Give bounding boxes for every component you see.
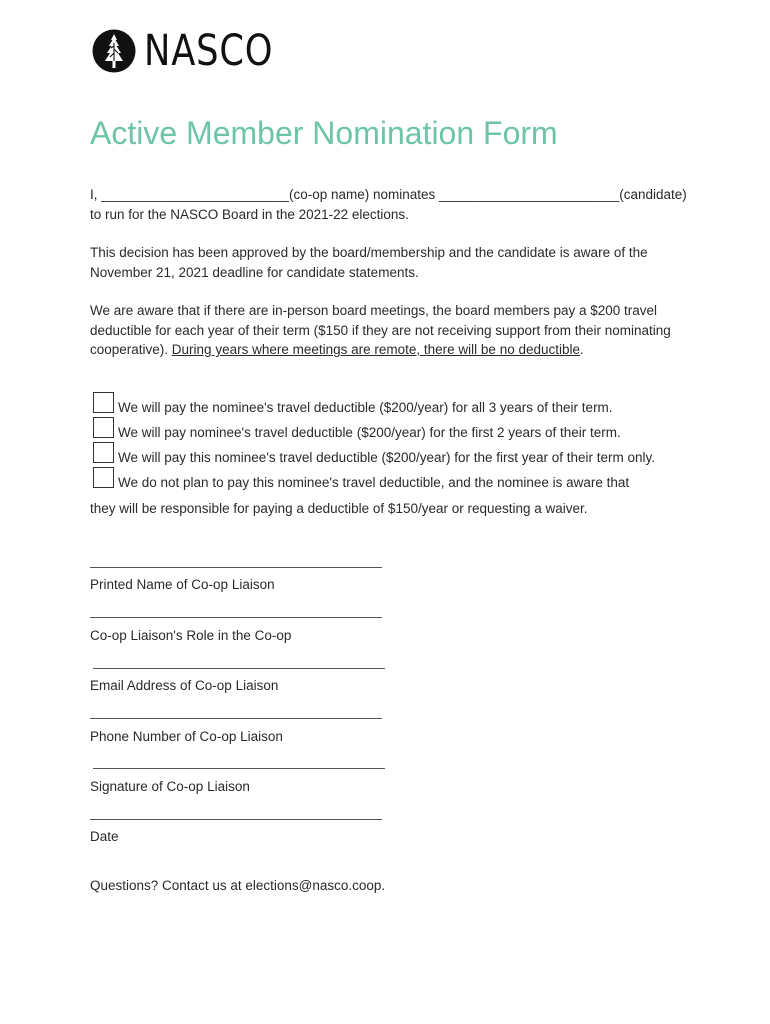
role-label: Co-op Liaison's Role in the Co-op <box>90 628 292 643</box>
phone-line[interactable] <box>90 718 382 719</box>
option-2-label: We will pay nominee's travel deductible ($200/year) for the first 2 years of their term. <box>118 425 621 440</box>
email-line[interactable] <box>93 668 385 669</box>
nomination-statement-line1: I, _________________________(co-op name) nominates ________________________(candidate) <box>90 187 687 202</box>
nomination-statement-line2: to run for the NASCO Board in the 2021-22 elections. <box>90 206 409 222</box>
printed-name-label: Printed Name of Co-op Liaison <box>90 577 275 592</box>
tree-logo-icon <box>92 29 136 73</box>
phone-label: Phone Number of Co-op Liaison <box>90 729 283 744</box>
remote-meetings-note: During years where meetings are remote, there will be no deductible <box>171 342 581 357</box>
option-4-label-continued: they will be responsible for paying a deductible of $150/year or requesting a waiver. <box>90 501 588 516</box>
approval-statement: This decision has been approved by the board/membership and the candidate is aware of the November 21, 2021 deadline for candidate statements. <box>90 245 648 280</box>
deductible-end: . <box>580 342 584 357</box>
option-1-label: We will pay the nominee's travel deductible ($200/year) for all 3 years of their term. <box>118 400 613 415</box>
nasco-logo <box>92 28 302 74</box>
signature-line[interactable] <box>93 768 385 769</box>
option-3-label: We will pay this nominee's travel deductible ($200/year) for the first year of their term only. <box>118 450 656 465</box>
deductible-text: We are aware that if there are in-person board meetings, the board members pay a $200 travel deductible for each year of their term ($150 if they are not receiving support from their nominating cooperative). <box>90 303 671 357</box>
email-label: Email Address of Co-op Liaison <box>90 678 279 693</box>
contact-note: Questions? Contact us at elections@nasco.coop. <box>90 878 386 893</box>
role-line[interactable] <box>90 617 382 618</box>
deductible-statement <box>90 301 690 360</box>
logo-wordmark: NASCO <box>144 26 274 76</box>
date-label: Date <box>90 829 119 844</box>
option-4-label: We do not plan to pay this nominee's travel deductible, and the nominee is aware that <box>118 475 630 490</box>
nomination-statement <box>90 185 690 224</box>
printed-name-line[interactable] <box>90 567 382 568</box>
signature-label: Signature of Co-op Liaison <box>90 779 250 794</box>
form-title: Active Member Nomination Form <box>90 115 558 151</box>
date-line[interactable] <box>90 819 382 820</box>
